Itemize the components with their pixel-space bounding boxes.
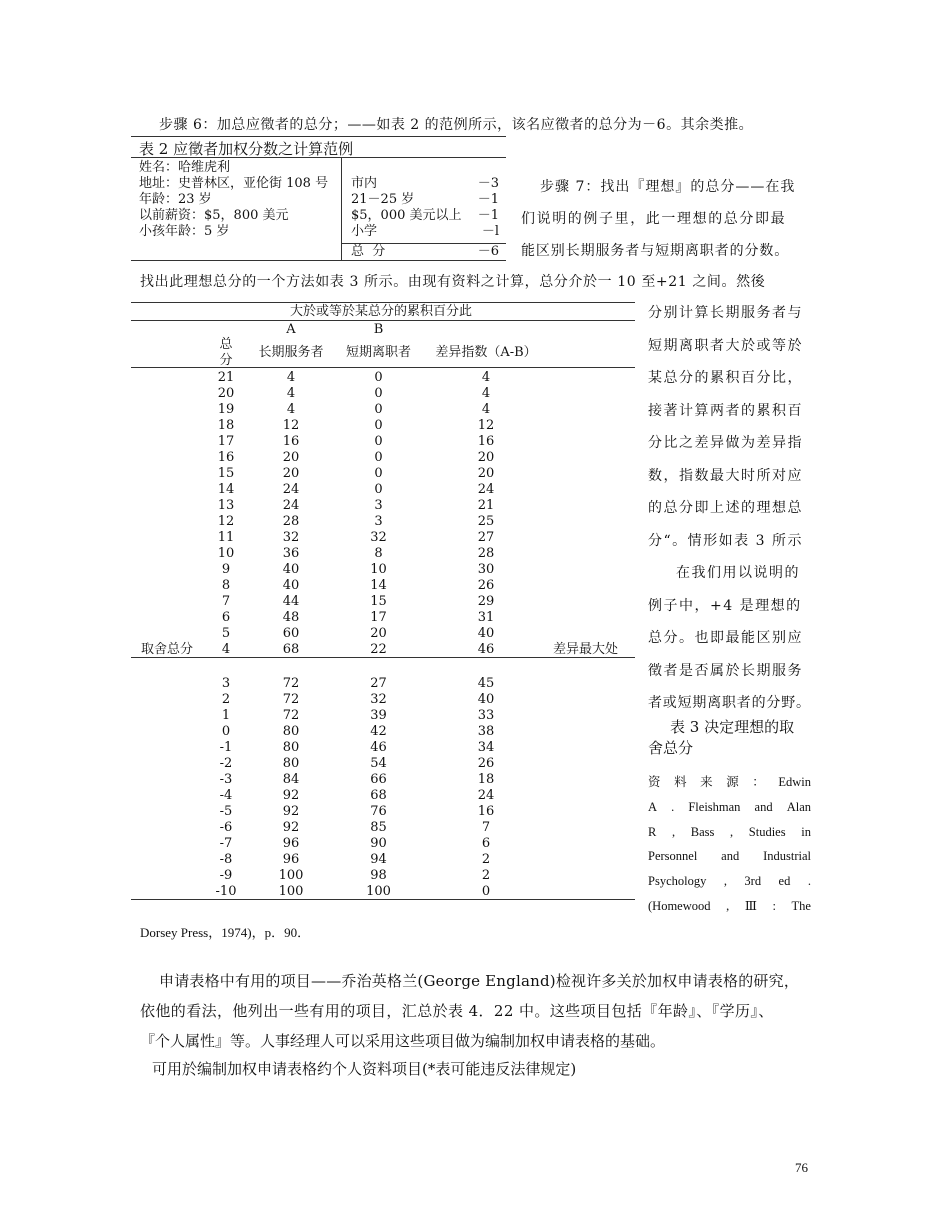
diff-index-cell: 16 xyxy=(477,804,495,819)
diff-index-cell: 0 xyxy=(481,884,491,899)
short-term-cell: 0 xyxy=(374,370,383,385)
diff-index-cell: 33 xyxy=(477,708,495,723)
source-word: . xyxy=(671,800,675,814)
score-cell: 8 xyxy=(221,578,231,593)
source-word: The xyxy=(791,899,811,913)
source-word: A xyxy=(648,800,658,814)
score-cell: -4 xyxy=(219,788,233,803)
source-line xyxy=(648,898,811,914)
long-term-cell: 12 xyxy=(282,418,300,433)
table-2-condition: 21－25 岁 xyxy=(351,192,415,207)
source-word: and xyxy=(754,800,773,814)
table-2-weight: －1 xyxy=(477,192,499,207)
score-cell: 14 xyxy=(217,482,235,497)
score-cell: -8 xyxy=(219,852,233,867)
diff-index-cell: 4 xyxy=(481,386,491,401)
source-word: in xyxy=(801,825,811,839)
short-term-cell: 68 xyxy=(370,788,387,803)
table-4-caption: 可用於编制加权申请表格约个人资料项目(*表可能违反法律规定) xyxy=(152,1060,577,1078)
diff-index-cell: 4 xyxy=(481,402,491,417)
diff-index-cell: 16 xyxy=(477,434,495,449)
diff-index-cell: 30 xyxy=(477,562,495,577)
rule xyxy=(131,367,635,368)
table-3-caption: 舍总分 xyxy=(648,739,694,757)
col-score-header: 分 xyxy=(219,353,233,368)
short-term-cell: 10 xyxy=(370,562,387,577)
source-word: Alan xyxy=(786,800,811,814)
score-cell: 4 xyxy=(221,642,231,657)
source-line xyxy=(648,824,811,840)
long-term-cell: 16 xyxy=(282,434,300,449)
source-word: 源 xyxy=(726,775,739,789)
rule xyxy=(131,157,506,158)
side-line: 短期离职者大於或等於 xyxy=(648,337,803,354)
source-word: 3rd xyxy=(744,874,762,888)
table-2-title: 表 2 应徵者加权分数之计算范例 xyxy=(139,140,354,158)
score-cell: -1 xyxy=(219,740,233,755)
short-term-cell: 14 xyxy=(370,578,387,593)
diff-index-cell: 26 xyxy=(477,578,495,593)
short-term-cell: 98 xyxy=(370,868,387,883)
col-diff-header: 差异指数（A-B） xyxy=(435,345,537,360)
short-term-cell: 0 xyxy=(374,402,383,417)
source-word: . xyxy=(807,874,811,888)
main-paragraph-line: 『个人属性』等。人事经理人可以采用这些项目做为编制加权申请表格的基础。 xyxy=(140,1032,666,1050)
divider xyxy=(341,157,342,261)
short-term-cell: 22 xyxy=(370,642,387,657)
source-word: , xyxy=(726,899,730,913)
table-2-row: 姓名：哈维虎利 xyxy=(139,160,231,175)
source-word: , xyxy=(723,874,727,888)
table-2-total-label: 总 分 xyxy=(351,244,386,259)
short-term-cell: 66 xyxy=(370,772,387,787)
short-term-cell: 94 xyxy=(370,852,387,867)
rule xyxy=(131,260,506,261)
source-word: 来 xyxy=(700,775,713,789)
long-term-cell: 100 xyxy=(278,884,304,899)
rule xyxy=(131,136,506,137)
long-term-cell: 96 xyxy=(282,852,300,867)
source-word: , xyxy=(730,825,734,839)
score-cell: 5 xyxy=(221,626,231,641)
diff-index-cell: 20 xyxy=(477,450,495,465)
side-line: 分“。情形如表 3 所示 xyxy=(648,532,803,549)
long-term-cell: 40 xyxy=(282,562,300,577)
short-term-cell: 0 xyxy=(374,386,383,401)
score-cell: 20 xyxy=(217,386,235,401)
rule xyxy=(131,657,635,658)
short-term-cell: 76 xyxy=(370,804,387,819)
source-line xyxy=(648,774,811,790)
score-cell: -10 xyxy=(215,884,237,899)
short-term-cell: 0 xyxy=(374,466,383,481)
short-term-cell: 46 xyxy=(370,740,387,755)
short-term-cell: 8 xyxy=(374,546,383,561)
col-b-letter: B xyxy=(373,322,384,337)
table-2-weight: －3 xyxy=(477,176,499,191)
score-cell: -2 xyxy=(219,756,233,771)
table-3 xyxy=(131,302,635,899)
diff-index-cell: 20 xyxy=(477,466,495,481)
score-cell: 1 xyxy=(221,708,231,723)
diff-index-cell: 38 xyxy=(477,724,495,739)
source-word: R xyxy=(648,825,657,839)
step7-line: 能区别长期服务者与短期离职者的分数。 xyxy=(521,243,790,259)
short-term-cell: 20 xyxy=(370,626,387,641)
source-word: ： xyxy=(752,775,765,789)
rule xyxy=(131,899,635,900)
cutoff-label: 取舍总分 xyxy=(141,642,194,657)
long-term-cell: 96 xyxy=(282,836,300,851)
side-line: 的总分即上述的理想总 xyxy=(648,500,803,516)
source-line xyxy=(648,848,811,864)
col-a-letter: A xyxy=(286,322,296,337)
side-line: 接著计算两者的累积百 xyxy=(648,402,803,419)
table-2-total-value: －6 xyxy=(477,244,499,259)
diff-index-cell: 4 xyxy=(481,370,491,385)
side-line: 某总分的累积百分比， xyxy=(648,370,803,386)
table-2-weight: －l xyxy=(481,224,499,239)
source-word: Industrial xyxy=(763,849,811,863)
diff-index-cell: 45 xyxy=(477,676,495,691)
source-word: and xyxy=(721,849,740,863)
long-term-cell: 20 xyxy=(282,466,300,481)
table-2 xyxy=(131,136,506,261)
table-2-weight: －1 xyxy=(477,208,499,223)
diff-index-cell: 28 xyxy=(477,546,495,561)
long-term-cell: 80 xyxy=(282,756,300,771)
diff-index-cell: 26 xyxy=(477,756,495,771)
diff-index-cell: 24 xyxy=(477,482,495,497)
short-term-cell: 0 xyxy=(374,434,383,449)
table-2-row: 地址：史普林区，亚伦街 108 号 xyxy=(139,176,329,191)
source-word: Personnel xyxy=(648,849,698,863)
short-term-cell: 15 xyxy=(370,594,387,609)
long-term-cell: 24 xyxy=(282,482,300,497)
step6-text: 步骤 6：加总应徵者的总分；——如表 2 的范例所示，该名应徵者的总分为－6。其余类推。 xyxy=(159,117,754,133)
col-short-header: 短期离职者 xyxy=(345,345,411,360)
long-term-cell: 24 xyxy=(282,498,300,513)
source-line xyxy=(648,799,811,815)
score-cell: 6 xyxy=(221,610,231,625)
max-diff-label: 差异最大处 xyxy=(553,642,619,657)
long-term-cell: 100 xyxy=(278,868,304,883)
source-word: Fleishman xyxy=(688,800,741,814)
table-2-condition: 市内 xyxy=(351,176,378,191)
long-term-cell: 20 xyxy=(282,450,300,465)
diff-index-cell: 34 xyxy=(477,740,495,755)
table-2-row: 年龄：23 岁 xyxy=(139,192,212,207)
page-number: 76 xyxy=(795,1160,808,1175)
rule xyxy=(131,302,635,303)
score-cell: -9 xyxy=(219,868,233,883)
diff-index-cell: 40 xyxy=(477,692,495,707)
side-line: 徵者是否属於长期服务 xyxy=(648,662,803,679)
long-term-cell: 68 xyxy=(282,642,300,657)
side-line: 在我们用以说明的 xyxy=(676,565,800,581)
source-word: Edwin xyxy=(778,775,811,789)
short-term-cell: 0 xyxy=(374,418,383,433)
score-cell: 21 xyxy=(217,370,235,385)
source-word: , xyxy=(671,825,676,839)
score-cell: -3 xyxy=(219,772,233,787)
long-term-cell: 92 xyxy=(282,804,300,819)
side-line: 者或短期离职者的分野。 xyxy=(648,695,811,711)
source-word: Ⅲ xyxy=(744,899,757,913)
diff-index-cell: 27 xyxy=(477,530,495,545)
source-continuation: Dorsey Press，1974)，p．90． xyxy=(140,925,311,940)
long-term-cell: 32 xyxy=(282,530,300,545)
short-term-cell: 0 xyxy=(374,450,383,465)
score-cell: -7 xyxy=(219,836,233,851)
score-cell: -6 xyxy=(219,820,233,835)
score-cell: 7 xyxy=(221,594,231,609)
table-3-caption: 表 3 决定理想的取 xyxy=(670,718,795,736)
long-term-cell: 40 xyxy=(282,578,300,593)
short-term-cell: 27 xyxy=(370,676,387,691)
diff-index-cell: 25 xyxy=(477,514,495,529)
score-cell: 10 xyxy=(217,546,235,561)
rule xyxy=(131,320,635,321)
score-cell: 0 xyxy=(221,724,231,739)
short-term-cell: 0 xyxy=(374,482,383,497)
side-line: 例子中，+4 是理想的 xyxy=(648,597,802,614)
diff-index-cell: 7 xyxy=(481,820,491,835)
short-term-cell: 32 xyxy=(370,692,387,707)
diff-index-cell: 31 xyxy=(477,610,495,625)
long-term-cell: 72 xyxy=(282,708,300,723)
source-word: 料 xyxy=(674,775,687,789)
diff-index-cell: 2 xyxy=(481,868,491,883)
table-2-row: 以前薪资：$5，800 美元 xyxy=(139,208,289,223)
side-line: 数，指数最大时所对应 xyxy=(648,467,803,484)
long-term-cell: 44 xyxy=(282,594,300,609)
short-term-cell: 100 xyxy=(366,884,391,899)
source-word: ed xyxy=(778,874,791,888)
side-line: 总分。也即最能区别应 xyxy=(648,630,803,646)
long-term-cell: 48 xyxy=(282,610,300,625)
diff-index-cell: 40 xyxy=(477,626,495,641)
score-cell: 19 xyxy=(217,402,235,417)
long-term-cell: 92 xyxy=(282,820,300,835)
diff-index-cell: 12 xyxy=(477,418,495,433)
source-line xyxy=(648,873,811,889)
source-word: 资 xyxy=(648,775,661,789)
long-term-cell: 84 xyxy=(282,772,300,787)
long-term-cell: 72 xyxy=(282,676,300,691)
short-term-cell: 39 xyxy=(370,708,387,723)
table-2-row: 小孩年龄：5 岁 xyxy=(139,224,230,239)
score-cell: 9 xyxy=(221,562,231,577)
short-term-cell: 3 xyxy=(374,514,383,529)
side-line: 分别计算长期服务者与 xyxy=(648,305,803,321)
source-word: Studies xyxy=(748,825,786,839)
diff-index-cell: 46 xyxy=(477,642,495,657)
step7-line: 步骤 7：找出『理想』的总分——在我 xyxy=(540,179,796,195)
source-word: Bass xyxy=(690,825,715,839)
source-word: (Homewood xyxy=(648,899,711,913)
diff-index-cell: 6 xyxy=(481,836,491,851)
side-line: 分比之差异做为差异指 xyxy=(648,435,803,451)
score-cell: 16 xyxy=(217,450,235,465)
table-2-condition: 小学 xyxy=(351,224,378,239)
main-paragraph-line: 申请表格中有用的项目——乔治英格兰(George England)检视许多关於加权申请表格的研究， xyxy=(159,972,800,990)
score-cell: 17 xyxy=(217,434,235,449)
score-cell: -5 xyxy=(219,804,233,819)
diff-index-cell: 21 xyxy=(477,498,495,513)
diff-index-cell: 24 xyxy=(477,788,495,803)
short-term-cell: 17 xyxy=(370,610,387,625)
source-word: Psychology xyxy=(648,874,707,888)
long-term-cell: 80 xyxy=(282,724,300,739)
col-score-header: 总 xyxy=(219,337,233,352)
diff-index-cell: 18 xyxy=(477,772,495,787)
score-cell: 3 xyxy=(221,676,231,691)
long-term-cell: 92 xyxy=(282,788,300,803)
table-3-super-header: 大於或等於某总分的累积百分此 xyxy=(289,304,472,319)
table-2-condition: $5，000 美元以上 xyxy=(351,208,462,223)
diff-index-cell: 2 xyxy=(481,852,491,867)
step7-line: 们说明的例子里，此一理想的总分即最 xyxy=(521,211,787,227)
long-term-cell: 36 xyxy=(282,546,300,561)
source-word: : xyxy=(772,899,776,913)
score-cell: 12 xyxy=(217,514,235,529)
long-term-cell: 60 xyxy=(282,626,300,641)
short-term-cell: 85 xyxy=(370,820,387,835)
diff-index-cell: 29 xyxy=(477,594,495,609)
side-paragraph xyxy=(648,297,813,720)
short-term-cell: 54 xyxy=(370,756,387,771)
main-paragraph-line: 依他的看法，他列出一些有用的项目，汇总於表 4．22 中。这些项目包括『年龄』、『学历』、 xyxy=(140,1002,774,1020)
long-term-cell: 4 xyxy=(286,386,296,401)
score-cell: 13 xyxy=(217,498,235,513)
score-cell: 15 xyxy=(217,466,235,481)
long-term-cell: 4 xyxy=(286,370,296,385)
col-long-header: 长期服务者 xyxy=(258,345,324,360)
long-term-cell: 4 xyxy=(286,402,296,417)
long-term-cell: 28 xyxy=(282,514,300,529)
long-term-cell: 72 xyxy=(282,692,300,707)
score-cell: 18 xyxy=(217,418,235,433)
long-term-cell: 80 xyxy=(282,740,300,755)
short-term-cell: 32 xyxy=(370,530,387,545)
short-term-cell: 90 xyxy=(370,836,387,851)
score-cell: 2 xyxy=(221,692,231,707)
score-cell: 11 xyxy=(217,530,235,545)
intro-line: 找出此理想总分的一个方法如表 3 所示。由现有资料之计算，总分介於一 10 至+21 之间。然後 xyxy=(140,274,766,290)
short-term-cell: 3 xyxy=(374,498,383,513)
short-term-cell: 42 xyxy=(370,724,387,739)
